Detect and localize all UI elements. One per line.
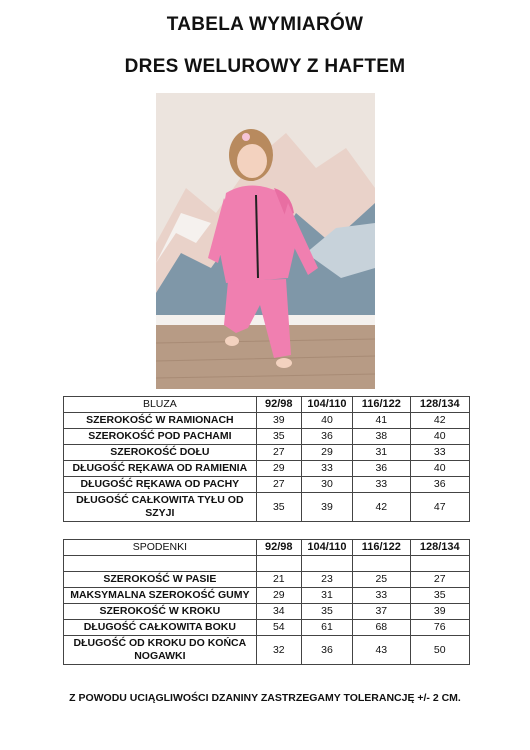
bluza-size-table [63,396,470,522]
cell-value: 33 [353,588,410,604]
product-name: DRES WELUROWY Z HAFTEM [124,56,406,77]
row-label: SZEROKOŚĆ POD PACHAMI [64,429,257,445]
row-label: DŁUGOŚĆ OD KROKU DO KOŃCA NOGAWKI [64,636,257,665]
row-label: SZEROKOŚĆ W RAMIONACH [64,413,257,429]
cell-value: 21 [256,572,301,588]
table-row [64,636,470,665]
table-row [64,572,470,588]
empty-cell [353,556,410,572]
cell-value: 33 [301,461,352,477]
size-header: 104/110 [301,540,352,556]
cell-value: 29 [256,588,301,604]
cell-value: 43 [353,636,410,665]
cell-value: 36 [301,636,352,665]
table-row [64,604,470,620]
empty-cell [64,556,257,572]
size-header: 116/122 [353,540,410,556]
cell-value: 40 [301,413,352,429]
cell-value: 25 [353,572,410,588]
cell-value: 39 [256,413,301,429]
cell-value: 32 [256,636,301,665]
row-label: DŁUGOŚĆ CAŁKOWITA BOKU [64,620,257,636]
cell-value: 29 [256,461,301,477]
cell-value: 31 [353,445,410,461]
cell-value: 36 [410,477,470,493]
cell-value: 76 [410,620,470,636]
empty-cell [256,556,301,572]
row-label: SZEROKOŚĆ DOŁU [64,445,257,461]
cell-value: 39 [410,604,470,620]
cell-value: 27 [410,572,470,588]
row-label: DŁUGOŚĆ RĘKAWA OD RAMIENIA [64,461,257,477]
cell-value: 33 [353,477,410,493]
cell-value: 33 [410,445,470,461]
table-row-empty [64,556,470,572]
cell-value: 38 [353,429,410,445]
cell-value: 36 [301,429,352,445]
table-row [64,477,470,493]
cell-value: 50 [410,636,470,665]
cell-value: 35 [301,604,352,620]
table-row [64,620,470,636]
cell-value: 61 [301,620,352,636]
cell-value: 39 [301,493,352,522]
cell-value: 35 [410,588,470,604]
cell-value: 41 [353,413,410,429]
table-title: BLUZA [64,397,257,413]
row-label: DŁUGOŚĆ CAŁKOWITA TYŁU OD SZYJI [64,493,257,522]
cell-value: 37 [353,604,410,620]
page-title: TABELA WYMIARÓW [166,14,364,35]
cell-value: 68 [353,620,410,636]
cell-value: 27 [256,477,301,493]
row-label: SZEROKOŚĆ W KROKU [64,604,257,620]
size-header: 104/110 [301,397,352,413]
size-header: 92/98 [256,397,301,413]
cell-value: 27 [256,445,301,461]
table-row [64,461,470,477]
table-row [64,588,470,604]
spodenki-size-table [63,539,470,665]
cell-value: 40 [410,429,470,445]
cell-value: 31 [301,588,352,604]
size-header: 116/122 [353,397,410,413]
cell-value: 30 [301,477,352,493]
row-label: SZEROKOŚĆ W PASIE [64,572,257,588]
table-row [64,493,470,522]
table-row [64,429,470,445]
table-header-row [64,540,470,556]
table-row [64,413,470,429]
size-header: 128/134 [410,397,470,413]
cell-value: 34 [256,604,301,620]
empty-cell [301,556,352,572]
cell-value: 47 [410,493,470,522]
cell-value: 29 [301,445,352,461]
row-label: MAKSYMALNA SZEROKOŚĆ GUMY [64,588,257,604]
cell-value: 23 [301,572,352,588]
tolerance-note: Z POWODU UCIĄGLIWOŚCI DZANINY ZASTRZEGAMY TOLERANCJĘ +/- 2 CM. [69,692,461,704]
size-header: 128/134 [410,540,470,556]
cell-value: 42 [353,493,410,522]
cell-value: 54 [256,620,301,636]
cell-value: 40 [410,461,470,477]
cell-value: 35 [256,429,301,445]
photo-illustration [156,93,375,389]
size-header: 92/98 [256,540,301,556]
table-row [64,445,470,461]
product-photo [156,93,375,389]
table-header-row [64,397,470,413]
empty-cell [410,556,470,572]
cell-value: 35 [256,493,301,522]
table-title: SPODENKI [64,540,257,556]
cell-value: 42 [410,413,470,429]
row-label: DŁUGOŚĆ RĘKAWA OD PACHY [64,477,257,493]
cell-value: 36 [353,461,410,477]
